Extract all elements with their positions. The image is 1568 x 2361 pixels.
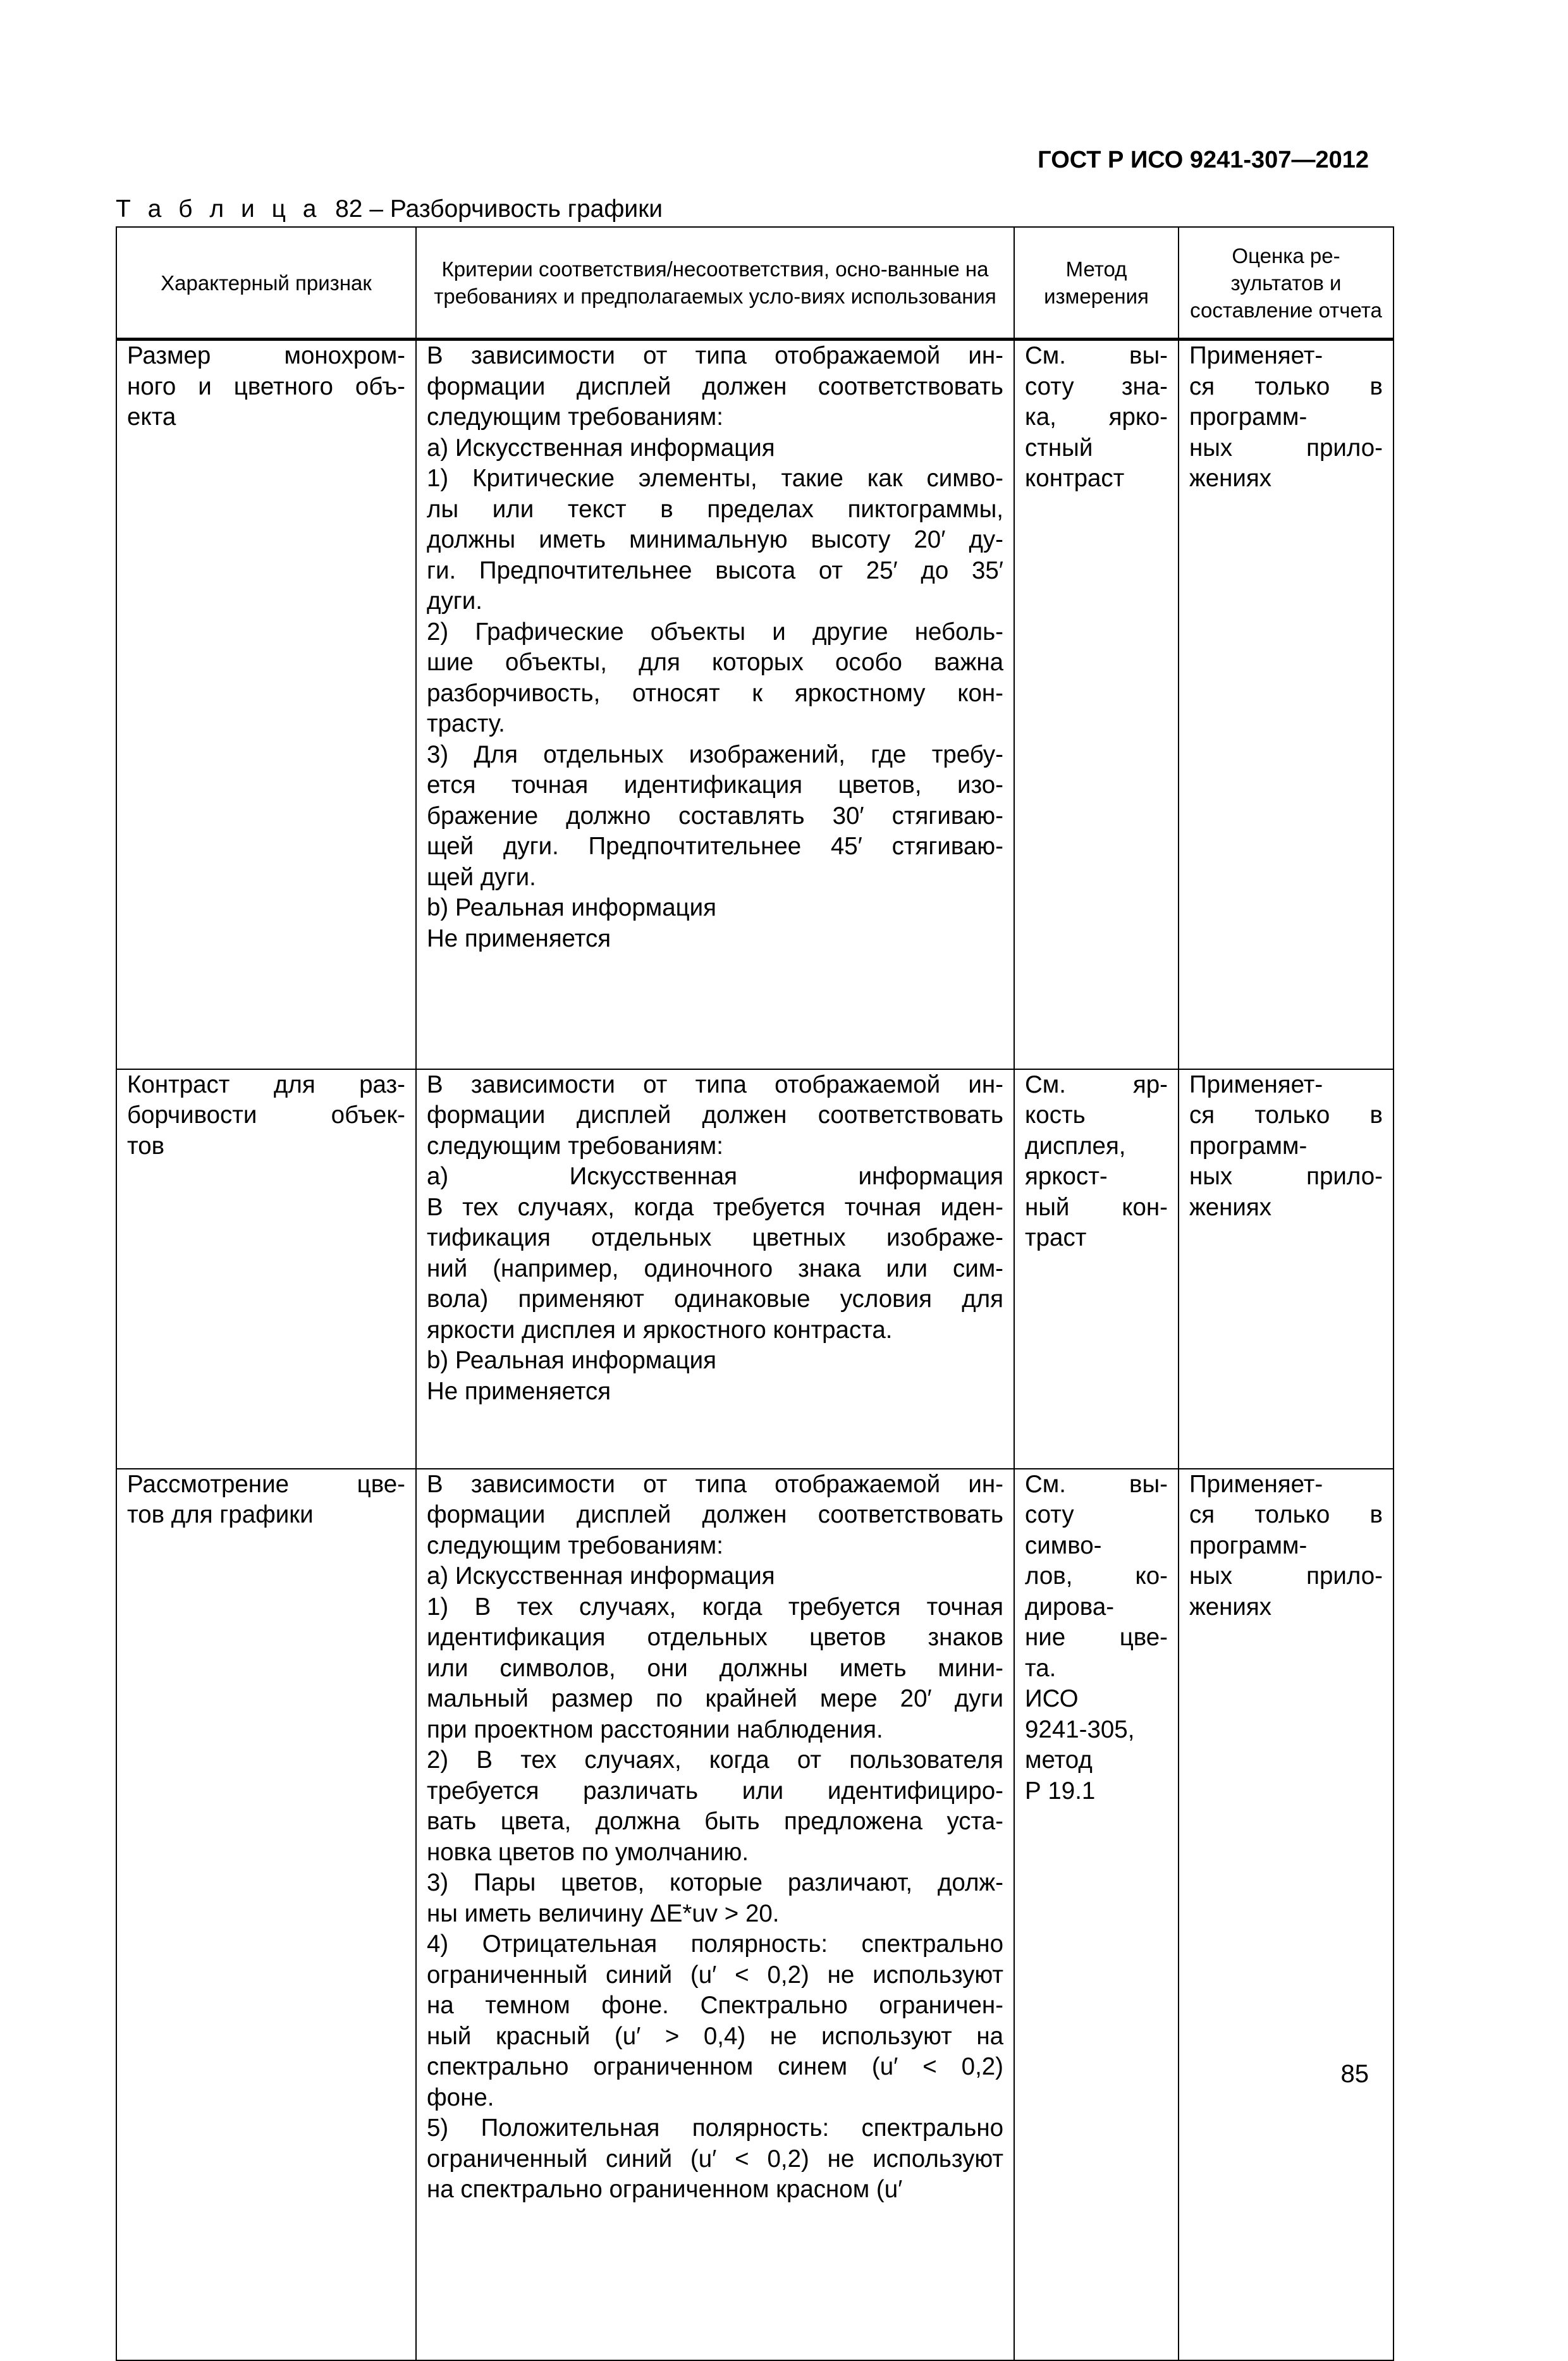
table-row <box>116 1069 1393 1469</box>
column-header-method: Метод измерения <box>1014 227 1179 340</box>
column-header-feature: Характерный признак <box>116 227 416 340</box>
cell-line: разборчивость, относят к яркостному кон- <box>427 679 1003 707</box>
cell-line: трасту. <box>427 710 505 737</box>
cell-line: ограниченный синий (u′ < 0,2) не используют <box>427 2145 1003 2173</box>
cell-line: екта <box>127 403 176 431</box>
table-row <box>116 1469 1393 2360</box>
cell-line: 1) Критические элементы, такие как симво- <box>427 465 1003 492</box>
cell-line: ного и цветного объ- <box>127 372 405 400</box>
cell-line: борчивости объек- <box>127 1101 405 1129</box>
cell-line: b) Реальная информация <box>427 1347 717 1374</box>
cell-line: 2) В тех случаях, когда от пользователя <box>427 1746 1003 1774</box>
cell-line: жениях <box>1189 465 1272 492</box>
cell-method <box>1014 340 1179 1069</box>
cell-feature <box>116 1069 416 1469</box>
cell-line: тификация отдельных цветных изображе- <box>427 1224 1003 1251</box>
cell-line: при проектном расстоянии наблюдения. <box>427 1715 883 1743</box>
cell-evaluation <box>1179 340 1393 1069</box>
cell-line: формации дисплей должен соответствовать <box>427 1101 1003 1129</box>
cell-line: шие объекты, для которых особо важна <box>427 649 1003 676</box>
cell-line: Рассмотрение цве- <box>127 1470 405 1498</box>
cell-line: Применяет- <box>1189 1070 1323 1098</box>
table-caption <box>116 195 663 224</box>
cell-line: Не применяется <box>427 924 611 952</box>
cell-line: жениях <box>1189 1193 1272 1221</box>
cell-line: лы или текст в пределах пиктограммы, <box>427 495 1003 523</box>
cell-line: ны иметь величину ΔE*uv > 20. <box>427 1899 780 1927</box>
cell-line: вола) применяют одинаковые условия для <box>427 1285 1003 1313</box>
cell-line: яркост- <box>1025 1163 1108 1190</box>
cell-line: ных прило- <box>1189 1163 1383 1190</box>
table-caption-text: 82 – Разборчивость графики <box>335 195 663 223</box>
cell-feature <box>116 1469 416 2360</box>
cell-line: ка, яркo- <box>1025 403 1168 431</box>
cell-line: ся только в <box>1189 372 1383 400</box>
cell-line: дирова- <box>1025 1593 1115 1621</box>
cell-line: ный красный (u′ > 0,4) не используют на <box>427 2022 1003 2050</box>
cell-line: ги. Предпочтительнее высота от 25′ до 35′ <box>427 556 1003 584</box>
cell-line: В зависимости от типа отображаемой ин- <box>427 342 1003 369</box>
page-number: 85 <box>1340 2060 1369 2088</box>
cell-criteria <box>416 1469 1014 2360</box>
cell-line: формации дисплей должен соответствовать <box>427 372 1003 400</box>
cell-line: программ- <box>1189 1531 1308 1559</box>
cell-line: См. яр- <box>1025 1070 1168 1098</box>
cell-line: вать цвета, должна быть предложена уста- <box>427 1808 1003 1835</box>
cell-line: ограниченный синий (u′ < 0,2) не используют <box>427 1961 1003 1989</box>
cell-line: следующим требованиям: <box>427 1132 723 1160</box>
cell-line: метод <box>1025 1746 1093 1774</box>
cell-line: дуги. <box>427 587 482 615</box>
cell-line: В зависимости от типа отображаемой ин- <box>427 1470 1003 1498</box>
cell-line: траст <box>1025 1224 1087 1251</box>
cell-line: 4) Отрицательная полярность: спектрально <box>427 1930 1003 1958</box>
table-row <box>116 340 1393 1069</box>
cell-line: следующим требованиям: <box>427 403 723 431</box>
cell-line: симво- <box>1025 1531 1102 1559</box>
cell-line: должны иметь минимальную высоту 20′ ду- <box>427 526 1003 553</box>
column-header-criteria: Критерии соответствия/несоответствия, осно-ванные на требованиях и предполагаемых усло-виях использования <box>416 227 1014 340</box>
cell-line: ние цве- <box>1025 1624 1168 1651</box>
cell-line: требуется различать или идентифициро- <box>427 1777 1003 1805</box>
cell-line: Размер монохром- <box>127 342 405 369</box>
cell-line: на темном фоне. Спектрально ограничен- <box>427 1992 1003 2019</box>
cell-line: b) Реальная информация <box>427 894 717 921</box>
cell-line: контраст <box>1025 465 1125 492</box>
cell-line: ся только в <box>1189 1501 1383 1528</box>
cell-line: Р 19.1 <box>1025 1777 1096 1805</box>
cell-line: следующим требованиям: <box>427 1531 723 1559</box>
table-caption-label: Т а б л и ц а <box>116 195 322 223</box>
cell-line: формации дисплей должен соответствовать <box>427 1501 1003 1528</box>
cell-line: фоне. <box>427 2083 494 2111</box>
cell-line: Применяет- <box>1189 1470 1323 1498</box>
cell-line: 2) Графические объекты и другие неболь- <box>427 618 1003 646</box>
cell-line: Контраст для раз- <box>127 1070 405 1098</box>
cell-line: 9241-305, <box>1025 1715 1135 1743</box>
cell-line: тов для графики <box>127 1501 314 1528</box>
cell-line: программ- <box>1189 403 1308 431</box>
cell-line: См. вы- <box>1025 342 1168 369</box>
cell-line: ных прило- <box>1189 434 1383 462</box>
cell-line: или символов, они должны иметь мини- <box>427 1654 1003 1682</box>
cell-line: 3) Пары цветов, которые различают, долж- <box>427 1869 1003 1896</box>
cell-line: См. вы- <box>1025 1470 1168 1498</box>
cell-line: программ- <box>1189 1132 1308 1160</box>
cell-evaluation <box>1179 1069 1393 1469</box>
cell-line: ных прило- <box>1189 1562 1383 1590</box>
cell-line: ний (например, одиночного знака или сим- <box>427 1254 1003 1282</box>
cell-line: Применяет- <box>1189 342 1323 369</box>
cell-line: соту зна- <box>1025 372 1168 400</box>
cell-method <box>1014 1069 1179 1469</box>
cell-line: мальный размер по крайней мере 20′ дуги <box>427 1685 1003 1712</box>
cell-line: Не применяется <box>427 1377 611 1405</box>
column-header-evaluation: Оценка ре-зультатов и составление отчета <box>1179 227 1393 340</box>
cell-line: яркости дисплея и яркостного контраста. <box>427 1316 893 1344</box>
cell-line: щей дуги. Предпочтительнее 45′ стягиваю- <box>427 833 1003 860</box>
cell-line: тов <box>127 1132 165 1160</box>
cell-line: жениях <box>1189 1593 1272 1621</box>
cell-line: та. <box>1025 1654 1057 1682</box>
cell-method <box>1014 1469 1179 2360</box>
cell-line: спектрально ограниченном синем (u′ < 0,2) <box>427 2053 1003 2080</box>
cell-line: 3) Для отдельных изображений, где требу- <box>427 740 1003 768</box>
cell-line: a) Искусственная информация <box>427 434 775 462</box>
cell-line: лов, ко- <box>1025 1562 1168 1590</box>
cell-line: идентификация отдельных цветов знаков <box>427 1624 1003 1651</box>
cell-evaluation <box>1179 1469 1393 2360</box>
cell-line: соту <box>1025 1501 1074 1528</box>
cell-line: ный кон- <box>1025 1193 1168 1221</box>
cell-line: ся только в <box>1189 1101 1383 1129</box>
cell-line: щей дуги. <box>427 863 536 891</box>
cell-line: кость <box>1025 1101 1086 1129</box>
standard-header: ГОСТ Р ИСО 9241-307—2012 <box>1038 147 1369 173</box>
cell-criteria <box>416 1069 1014 1469</box>
legibility-table <box>116 226 1394 2361</box>
cell-line: a) Искусственная информация <box>427 1562 775 1590</box>
cell-line: 1) В тех случаях, когда требуется точная <box>427 1593 1003 1621</box>
cell-line: новка цветов по умолчанию. <box>427 1838 749 1866</box>
cell-feature <box>116 340 416 1069</box>
cell-line: на спектрально ограниченном красном (u′ <box>427 2176 903 2203</box>
cell-line: дисплея, <box>1025 1132 1126 1160</box>
cell-line: стный <box>1025 434 1093 462</box>
cell-line: В тех случаях, когда требуется точная иден- <box>427 1193 1003 1221</box>
cell-line: ется точная идентификация цветов, изо- <box>427 771 1003 799</box>
cell-line: В зависимости от типа отображаемой ин- <box>427 1070 1003 1098</box>
cell-line: бражение должно составлять 30′ стягиваю- <box>427 802 1003 830</box>
table-header-row <box>116 227 1393 340</box>
cell-line: 5) Положительная полярность: спектрально <box>427 2114 1003 2142</box>
cell-line: ИСО <box>1025 1685 1079 1712</box>
cell-criteria <box>416 340 1014 1069</box>
cell-line: a) Искусственная информация <box>427 1163 1003 1190</box>
